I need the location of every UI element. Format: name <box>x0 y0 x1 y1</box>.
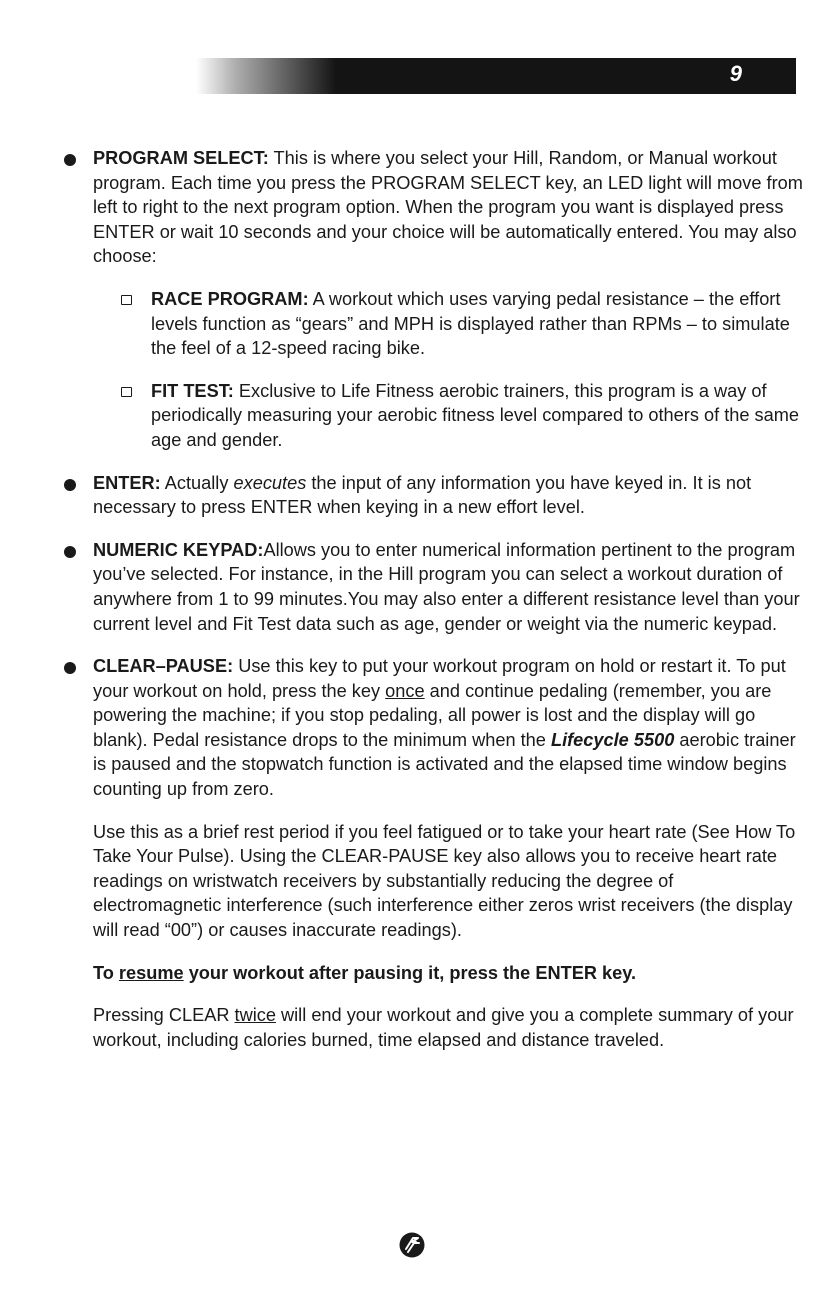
fit-test-text: Exclusive to Life Fitness aerobic trainers, this program is a way of periodically measuring your aerobic fitness level compared to others of the same age and gender. <box>151 380 800 450</box>
item-program-select <box>64 146 804 453</box>
item-enter <box>64 471 804 520</box>
item-clear-pause <box>64 654 804 1052</box>
bullet-icon <box>64 479 76 491</box>
term-program-select: PROGRAM SELECT: <box>93 148 269 168</box>
resume-after: your workout after pausing it, press the ENTER key. <box>183 962 637 983</box>
clear-pause-paragraph-2: Use this as a brief rest period if you feel fatigued or to take your heart rate (See How To Take Your Pulse). Using the CLEAR-PAUSE key also allows you to receive heart rate readings on wristwatch receivers by substantially reducing the degree of electromagnetic interference (such interference either zeros wrist receivers (the display will read “00”) or causes inaccurate readings). <box>93 821 796 941</box>
checkbox-icon <box>121 295 132 305</box>
resume-word: resume <box>118 962 184 983</box>
clear-pause-text-1: Use this key to put your workout program on hold or restart it. To put your workout on hold, press the key <box>93 656 786 701</box>
term-enter: ENTER: <box>93 472 161 493</box>
bullet-icon <box>64 154 76 166</box>
header-bar <box>196 58 796 94</box>
item-numeric-keypad <box>64 538 804 636</box>
term-race-program: RACE PROGRAM: <box>151 288 309 309</box>
term-numeric-keypad: NUMERIC KEYPAD: <box>93 539 264 560</box>
bullet-icon <box>64 546 76 558</box>
para-4-after: will end your workout and give you a complete summary of your workout, including calories burned, time elapsed and distance traveled. <box>93 1005 794 1050</box>
para-4-before: Pressing CLEAR <box>93 1005 235 1026</box>
page-content <box>64 146 804 1070</box>
clear-twice-paragraph <box>93 1003 804 1052</box>
enter-text-before: Actually <box>160 472 234 493</box>
once-underlined: once <box>385 680 425 701</box>
numeric-keypad-text: Allows you to enter numerical information pertinent to the program you’ve selected. For instance, in the Hill program you can select a workout duration of anywhere from 1 to 99 minutes.You may also enter a different resistance level than your current level and Fit Test data such as age, gender or weight via the numeric keypad. <box>93 539 800 634</box>
page-number: 9 <box>729 61 742 86</box>
product-name: Lifecycle 5500 <box>550 729 675 750</box>
race-program-text: A workout which uses varying pedal resistance – the effort levels function as “gears” and MPH is displayed rather than RPMs – to simulate the feel of a 12-speed racing bike. <box>151 288 790 359</box>
term-clear-pause: CLEAR–PAUSE: <box>93 656 234 677</box>
life-fitness-logo-icon <box>399 1232 425 1258</box>
bullet-icon <box>64 662 76 674</box>
twice-underlined: twice <box>234 1005 276 1026</box>
clear-pause-text-3: aerobic trainer is paused and the stopwatch function is activated and the elapsed time window begins counting up from zero. <box>93 729 796 800</box>
subitem-race-program <box>121 287 804 361</box>
resume-instruction <box>93 961 804 986</box>
term-fit-test: FIT TEST: <box>151 380 234 401</box>
enter-italic: executes <box>233 472 307 493</box>
enter-text-after: the input of any information you have keyed in. It is not necessary to press ENTER when keying in a new effort level. <box>93 472 752 518</box>
resume-before: To <box>93 962 119 983</box>
subitem-fit-test <box>121 379 804 453</box>
checkbox-icon <box>121 387 132 397</box>
clear-pause-text-2: and continue pedaling (remember, you are powering the machine; if you stop pedaling, all power is lost and the display will go blank). Pedal resistance drops to the minimum when the <box>93 680 772 750</box>
program-select-text: This is where you select your Hill, Random, or Manual workout program. Each time you press the PROGRAM SELECT key, an LED light will move from left to right to the next program option. When the program you want is displayed press ENTER or wait 10 seconds and your choice will be automatically entered. You may also choose: <box>93 148 803 267</box>
